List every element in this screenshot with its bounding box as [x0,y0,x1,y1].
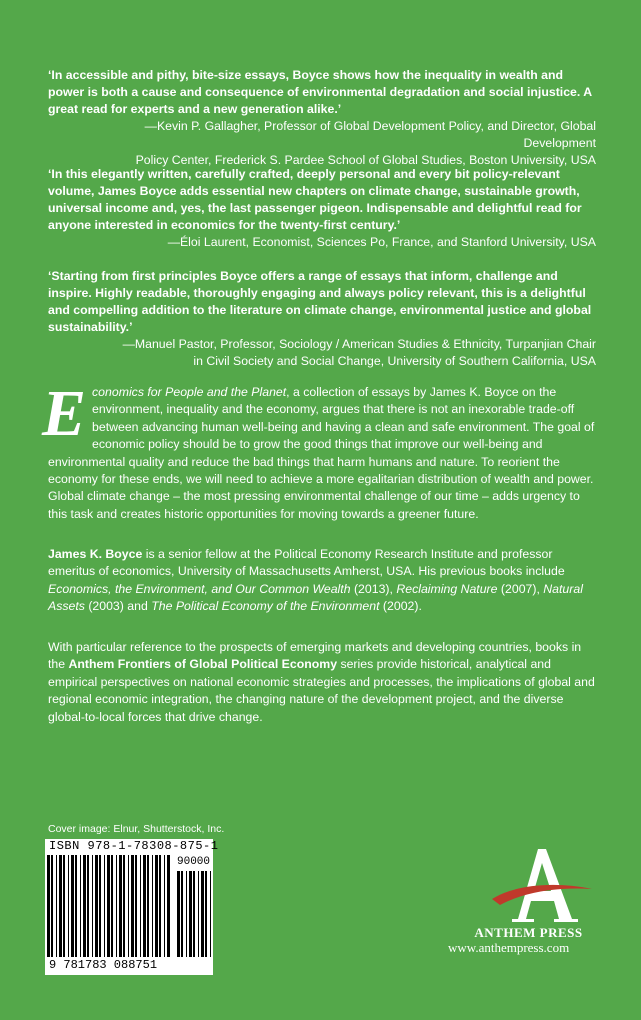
bio-text: (2007), [497,581,544,596]
anthem-press-logo-icon [474,845,604,935]
bio-text: (2003) and [84,599,152,614]
quote-attribution [48,234,596,251]
author-bio [48,546,596,616]
bio-text: is a senior fellow at the Political Economy Research Institute and professor emeritus of economics, University of Massachusetts Amherst, USA. His previous books include [48,547,565,579]
series-description [48,639,596,726]
description-body: , a collection of essays by James K. Boyce on the environment, inequality and the economy, argues that there is not an inexorable trade-off between advancing human well-being and having a clean and safe environment. The goal of economic policy should be to grow the good things that improve our well-being and environmental quality and reduce the bad things that harm humans and nature. To reorient the economy for these ends, we will need to achieve a more egalitarian distribution of wealth and power. Global climate change – the most pressing environmental challenge of our time – adds urgency to this task and creates historic opportunities for moving towards a greener future. [48,385,595,521]
book-title: The Political Economy of the Environment [151,599,380,614]
barcode-digits: 9 781783 088751 [49,958,158,972]
quote-text: ‘In accessible and pithy, bite-size essays, Boyce shows how the inequality in wealth and power is both a cause and consequence of environmental degradation and social injustice. A great read for experts and a new generation alike.’ [48,68,592,116]
endorsement-quote [48,67,596,169]
price-addon-text: 90000 [177,856,211,868]
isbn-text: ISBN 978-1-78308-875-1 [49,839,219,853]
series-name: Anthem Frontiers of Global Political Economy [68,657,338,672]
author-name: James K. Boyce [48,547,143,561]
quote-text: ‘Starting from first principles Boyce offers a range of essays that inform, challenge and inspire. Highly readable, thoroughly engaging and always policy relevant, this is a delightful and compelling addition to the literature on climate change, environmental justice and global sustainability.’ [48,269,592,334]
cover-image-credit: Cover image: Elnur, Shutterstock, Inc. [48,823,225,835]
book-title: Economics, the Environment, and Our Common Wealth [48,581,351,596]
attribution-line: —Éloi Laurent, Economist, Sciences Po, France, and Stanford University, USA [167,235,596,249]
attribution-line: Policy Center, Frederick S. Pardee School of Global Studies, Boston University, USA [135,153,596,167]
quote-attribution [48,336,596,370]
attribution-line: —Manuel Pastor, Professor, Sociology / American Studies & Ethnicity, Turpanjian Chair [122,337,596,351]
drop-cap: E [42,377,87,450]
bio-text: (2013), [350,581,397,596]
book-title: Reclaiming Nature [396,581,498,596]
quote-text: ‘In this elegantly written, carefully crafted, deeply personal and every bit policy-relevant volume, James Boyce adds essential new chapters on climate change, sustainable growth, universal income and, yes, the last passenger pigeon. Indispensable and delightful read for anyone interested in economics for the twenty-first century.’ [48,167,582,232]
publisher-url[interactable]: www.anthempress.com [448,940,570,955]
book-description [42,377,596,523]
book-title: conomics for People and the Planet [92,385,287,399]
series-text: series provide historical, analytical and empirical perspectives on national economic strategies and processes, the implications of global and regional economic integration, the changing nature of the development project, and the diverse global-to-local forces that drive change. [48,657,595,724]
endorsement-quote [48,166,596,251]
attribution-line: —Kevin P. Gallagher, Professor of Global Development Policy, and Director, Global Development [144,119,596,150]
attribution-line: in Civil Society and Social Change, University of Southern California, USA [193,354,596,368]
quote-attribution [48,118,596,169]
book-title: Natural Assets [48,581,583,614]
bio-text: (2002). [379,599,422,614]
series-text: With particular reference to the prospects of emerging markets and developing countries, books in the [48,640,582,672]
publisher-name: ANTHEM PRESS [474,925,583,940]
endorsement-quote [48,268,596,370]
